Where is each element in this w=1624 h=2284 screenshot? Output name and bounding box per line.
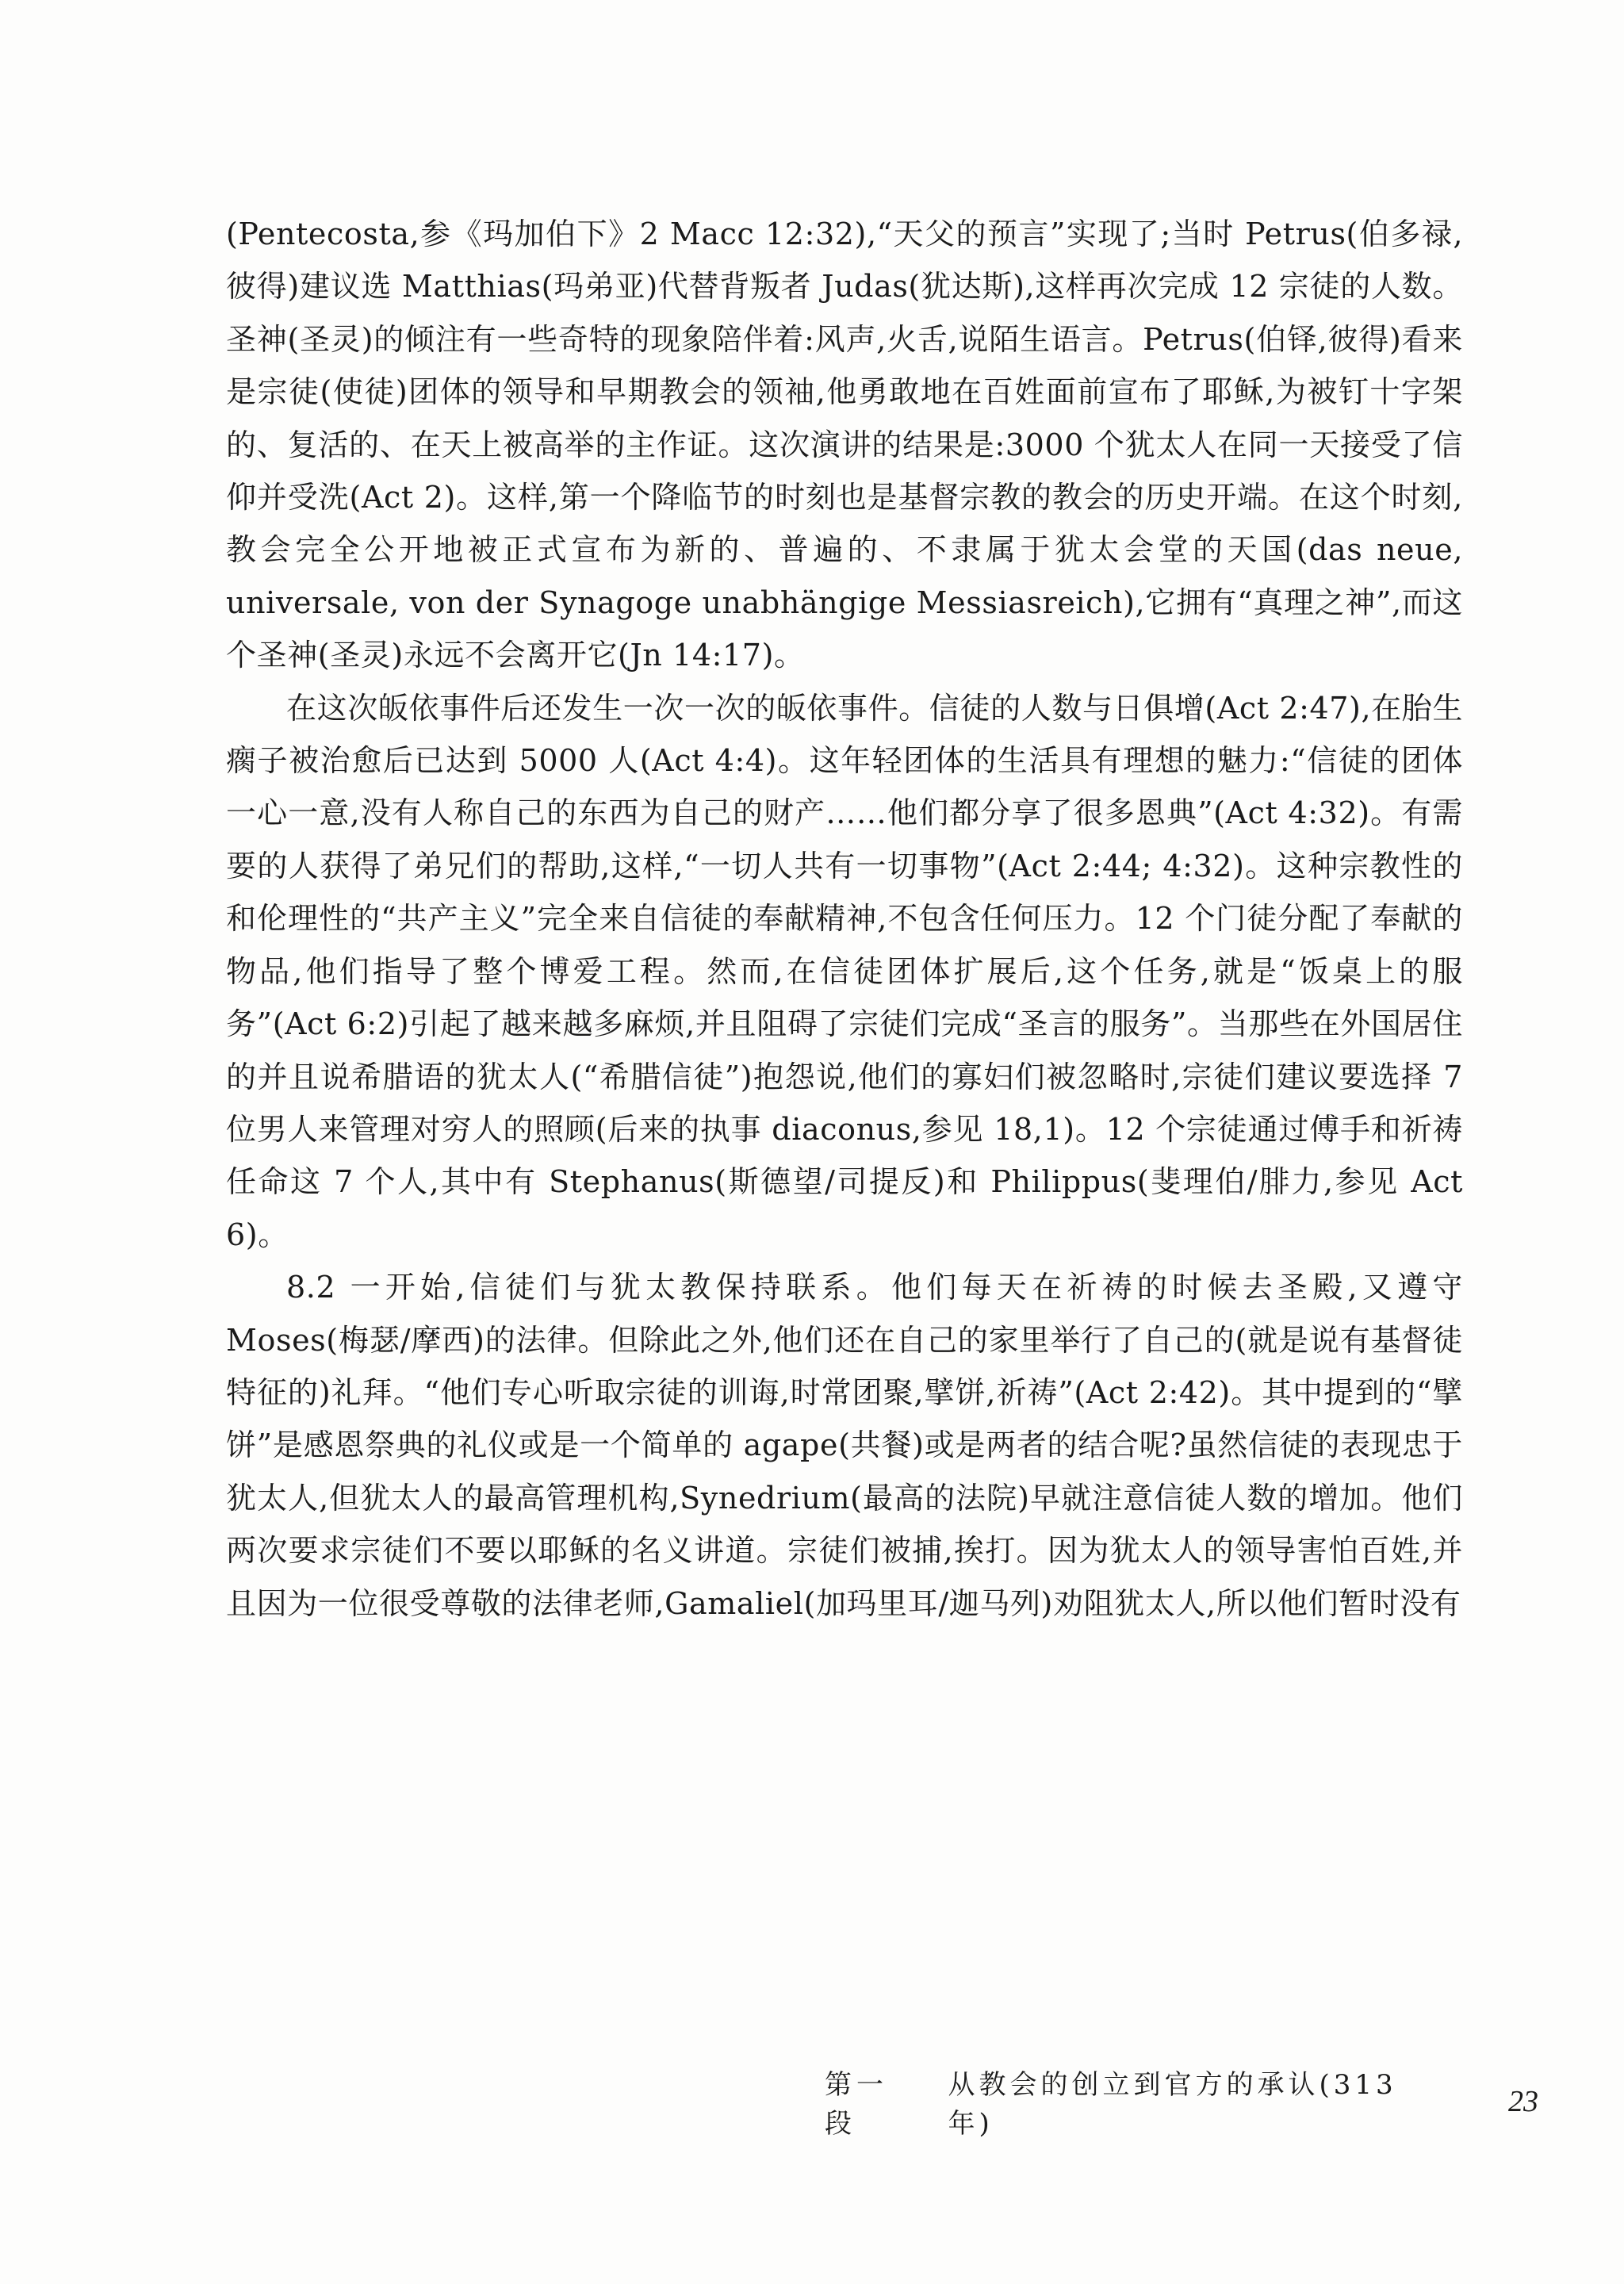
footer-section-label: 第一段	[825, 2069, 888, 2140]
paragraph-continued: (Pentecosta,参《玛加伯下》2 Macc 12:32),“天父的预言”实现了;当时 Petrus(伯多禄,彼得)建议选 Matthias(玛弟亚)代替背叛者 Judas(犹达斯),这样再次完成 12 宗徒的人数。圣神(圣灵)的倾注有一些奇特的现象陪伴着:风声,火舌,说陌生语言。Petrus(伯铎,彼得)看来是宗徒(使徒)团体的领导和早期教会的领袖,他勇敢地在百姓面前宣布了耶稣,为被钉十字架的、复活的、在天上被高举的主作证。这次演讲的结果是:3000 个犹太人在同一天接受了信仰并受洗(Act 2)。这样,第一个降临节的时刻也是基督宗教的教会的历史开端。在这个时刻,教会完全公开地被正式宣布为新的、普遍的、不隶属于犹太会堂的天国(das neue, universale, von der Synagoge unabhängige Messiasreich),它拥有“真理之神”,而这个圣神(圣灵)永远不会离开它(Jn 14:17)。	[226, 217, 1463, 673]
footer-running-title: 从教会的创立到官方的承认(313 年)	[948, 2069, 1397, 2140]
paragraph-section-8-2: 8.2 一开始,信徒们与犹太教保持联系。他们每天在祈祷的时候去圣殿,又遵守 Moses(梅瑟/摩西)的法律。但除此之外,他们还在自己的家里举行了自己的(就是说有基督徒特征的)礼拜。“他们专心听取宗徒的训诲,时常团聚,擘饼,祈祷”(Act 2:42)。其中提到的“擘饼”是感恩祭典的礼仪或是一个简单的 agape(共餐)或是两者的结合呢?虽然信徒的表现忠于犹太人,但犹太人的最高管理机构,Synedrium(最高的法院)早就注意信徒人数的增加。他们两次要求宗徒们不要以耶稣的名义讲道。宗徒们被捕,挨打。因为犹太人的领导害怕百姓,并且因为一位很受尊敬的法律老师,Gamaliel(加玛里耳/迦马列)劝阻犹太人,所以他们暂时没有	[226, 1270, 1463, 1621]
body-text	[226, 208, 1463, 1630]
page-number: 23	[1508, 2085, 1538, 2118]
page-footer	[825, 2069, 1538, 2140]
paragraph-conversions: 在这次皈依事件后还发生一次一次的皈依事件。信徒的人数与日俱增(Act 2:47),在胎生瘸子被治愈后已达到 5000 人(Act 4:4)。这年轻团体的生活具有理想的魅力:“信徒的团体一心一意,没有人称自己的东西为自己的财产……他们都分享了很多恩典”(Act 4:32)。有需要的人获得了弟兄们的帮助,这样,“一切人共有一切事物”(Act 2:44; 4:32)。这种宗教性的和伦理性的“共产主义”完全来自信徒的奉献精神,不包含任何压力。12 个门徒分配了奉献的物品,他们指导了整个博爱工程。然而,在信徒团体扩展后,这个任务,就是“饭桌上的服务”(Act 6:2)引起了越来越多麻烦,并且阻碍了宗徒们完成“圣言的服务”。当那些在外国居住的并且说希腊语的犹太人(“希腊信徒”)抱怨说,他们的寡妇们被忽略时,宗徒们建议要选择 7 位男人来管理对穷人的照顾(后来的执事 diaconus,参见 18,1)。12 个宗徒通过傅手和祈祷任命这 7 个人,其中有 Stephanus(斯德望/司提反)和 Philippus(斐理伯/腓力,参见 Act 6)。	[226, 690, 1463, 1252]
